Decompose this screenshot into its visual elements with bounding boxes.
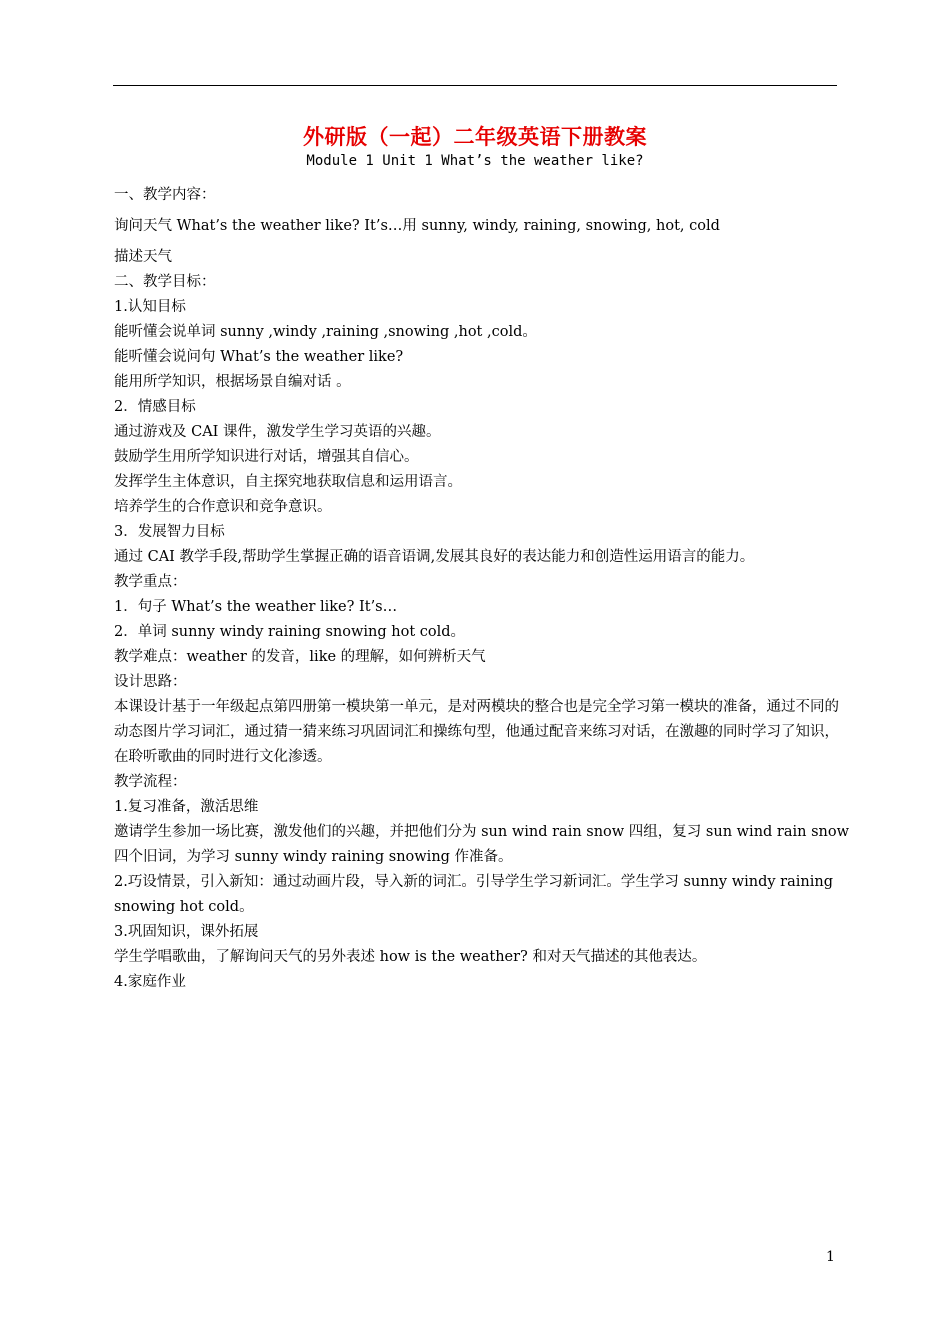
- body-line: 能听懂会说问句 What’s the weather like?: [114, 349, 404, 365]
- section-heading-design: 设计思路：: [114, 674, 187, 690]
- body-line: 鼓励学生用所学知识进行对话，增强其自信心。: [114, 449, 419, 465]
- body-paragraph: 本课设计基于一年级起点第四册第一模块第一单元，是对两模块的整合也是完全学习第一模块的准备，通过不同的动态图片学习词汇，通过猜一猜来练习巩固词汇和操练句型，他通过配音来练习对话，在激趣的同时学习了知识，在聆听歌曲的同时进行文化渗透。: [114, 699, 839, 765]
- document-title: 外研版（一起）二年级英语下册教案: [303, 125, 647, 149]
- section-heading-goals: 二、教学目标：: [114, 274, 216, 290]
- header-rule: [113, 85, 837, 86]
- body-line: 培养学生的合作意识和竞争意识。: [114, 499, 332, 515]
- body-line: 能用所学知识，根据场景自编对话 。: [114, 374, 351, 390]
- body-line: 2．单词 sunny windy raining snowing hot cold。: [114, 624, 466, 640]
- subheading: 4.家庭作业: [114, 974, 186, 990]
- body-paragraph: 邀请学生参加一场比赛，激发他们的兴趣，并把他们分为 sun wind rain snow 四组，复习 sun wind rain snow 四个旧词，为学习 sunny windy raining snowing 作准备。: [114, 824, 850, 865]
- subheading: 1.认知目标: [114, 299, 186, 315]
- body-line: 通过游戏及 CAI 课件，激发学生学习英语的兴趣。: [114, 424, 441, 440]
- body-line: 教学难点：weather 的发音，like 的理解，如何辨析天气: [114, 649, 486, 665]
- body-line: 1．句子 What’s the weather like? It’s…: [114, 599, 398, 615]
- subheading: 2．情感目标: [114, 399, 196, 415]
- document-subtitle: Module 1 Unit 1 What’s the weather like?: [306, 153, 644, 169]
- body-paragraph: 2.巧设情景，引入新知：通过动画片段，导入新的词汇。引导学生学习新词汇。学生学习 sunny windy raining snowing hot cold。: [114, 874, 833, 915]
- subheading: 1.复习准备，激活思维: [114, 799, 259, 815]
- body-line: 询问天气 What’s the weather like? It’s…用 sunny, windy, raining, snowing, hot, cold: [114, 218, 720, 234]
- body-line: 通过 CAI 教学手段,帮助学生掌握正确的语音语调,发展其良好的表达能力和创造性运用语言的能力。: [114, 549, 755, 565]
- page-number: 1: [826, 1249, 835, 1265]
- section-heading-content: 一、教学内容：: [114, 187, 216, 203]
- document-body: [114, 183, 850, 995]
- body-line: 描述天气: [114, 249, 172, 265]
- subheading: 3.巩固知识，课外拓展: [114, 924, 259, 940]
- subheading: 3．发展智力目标: [114, 524, 225, 540]
- section-heading-process: 教学流程：: [114, 774, 187, 790]
- section-heading-key-points: 教学重点：: [114, 574, 187, 590]
- body-line: 能听懂会说单词 sunny ,windy ,raining ,snowing ,hot ,cold。: [114, 324, 537, 340]
- body-line: 学生学唱歌曲，了解询问天气的另外表述 how is the weather? 和对天气描述的其他表达。: [114, 949, 707, 965]
- body-line: 发挥学生主体意识，自主探究地获取信息和运用语言。: [114, 474, 462, 490]
